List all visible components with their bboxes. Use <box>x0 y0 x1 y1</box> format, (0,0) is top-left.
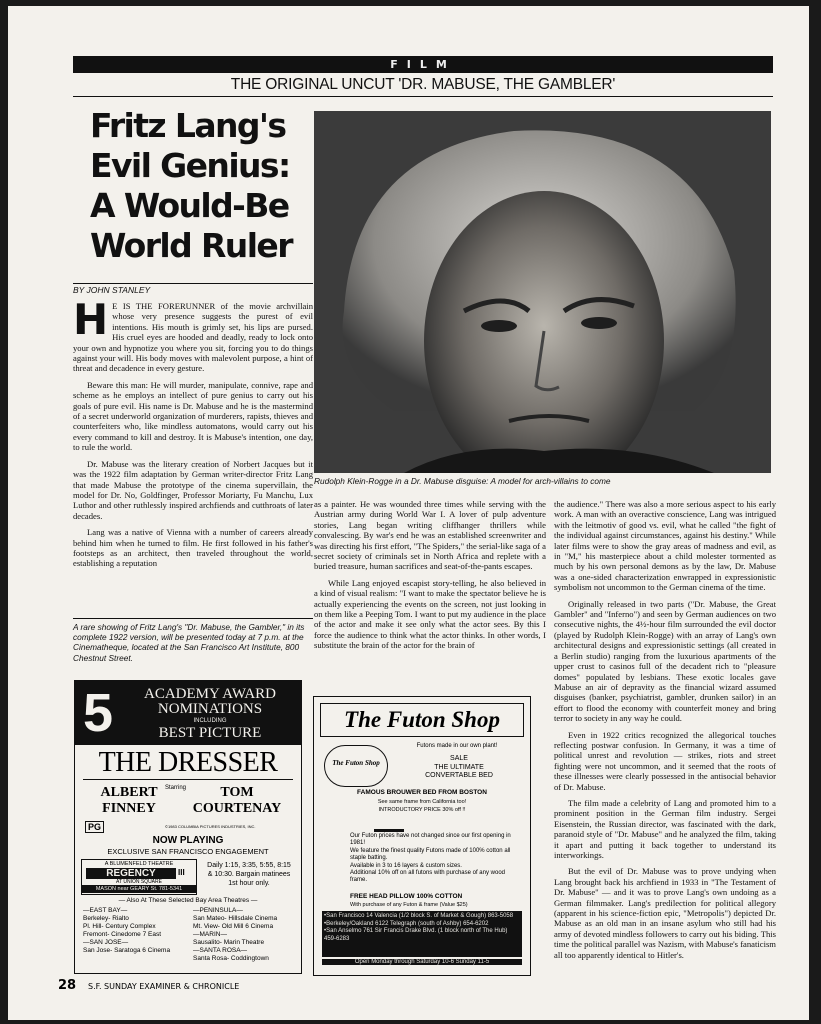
theatre-list-item: —MARIN— <box>193 931 227 938</box>
drop-cap: H <box>73 295 109 344</box>
paragraph: Originally released in two parts ("Dr. Mabuse, the Great Gambler" and "Inferno") and seen by German audiences on two consecutive nights, the 4½-hour film surrounded the evil doctor (played by Rudolph Klein-Rogge) with an array of Lang's own architectural designs and expressionistic settings (all created in a Berlin studio) ranging from the luxurious apartments of the upper crust to casinos full of the decadent rich to "pleasure domes" populated by lesbians. These exotic locales gave Mabuse an air of depravity as the financial wizard assumed disguises (banker, psychiatrist, gambler, drunken sailor) in an effort to flood the economy with counterfeit money and bring terror to society in any way he could. <box>554 598 776 724</box>
actor-1-last: FINNEY <box>102 801 156 816</box>
theatre-list-item: —PENINSULA— <box>193 907 243 914</box>
article-column-3 <box>554 499 776 966</box>
free-pillow: FREE HEAD PILLOW 100% COTTON <box>350 893 463 900</box>
theatre-list-item: Santa Rosa- Coddingtown <box>193 955 269 962</box>
also-theatres: — Also At These Selected Bay Area Theatres — <box>118 897 258 904</box>
theatre-box <box>81 859 197 895</box>
bed-icon <box>374 817 404 832</box>
section-banner: FILM <box>73 56 773 73</box>
paragraph: E IS THE FORERUNNER of the movie archvillain whose very presence suggests the purest of evil intentions. His mouth is grimly set, his lips are pursed. His cruel eyes are hooded and deadly, ready to lock onto your own and hypnotize you where you sit, forcing you to do things against your will. His body moves with malevolent purpose, a hint of threat and decadence in every gesture. <box>73 301 313 374</box>
store-line: •San Francisco 14 Valencia (1/2 block S. of Market & Gough) 863-5058 <box>324 913 514 919</box>
theatre-list-item: Fremont- Cinedome 7 East <box>83 931 162 938</box>
showtimes-line: Daily 1:15, 3:35, 5:55, 8:15 <box>207 862 291 869</box>
futon-shop-title: The Futon Shop <box>320 703 524 737</box>
futon-sale-3: See same frame from California too! <box>377 799 467 805</box>
section-subhead: THE ORIGINAL UNCUT 'DR. MABUSE, THE GAMBLER' <box>73 74 773 97</box>
theatres-right <box>193 907 299 963</box>
paragraph: Beware this man: He will murder, manipulate, connive, rape and scheme as he employs an intellect of pure genius to carry out his goals of pure evil. His name is Dr. Mabuse and he is the mastermind of a secret underworld organization of murderers, rapists, thieves and counterfeiters who, like mindless automatons, would carry out his every command to kill and destroy. It is Mabuse's intention, one day, to rule the world. <box>73 379 313 453</box>
theatre-list-item: —SAN JOSE— <box>83 939 129 946</box>
theatre-number: III <box>178 868 185 877</box>
article-headline <box>90 106 310 266</box>
futon-logo-text: The Futon Shop <box>332 759 380 767</box>
nominations-header <box>75 681 301 745</box>
page-number: 28 <box>58 978 77 993</box>
actor-2-last: COURTENAY <box>192 801 282 816</box>
free-pillow-2: With purchase of any Futon & frame (Value $25) <box>350 902 468 908</box>
futon-shop-logo <box>324 745 388 787</box>
paragraph: the audience." There was also a more serious aspect to his early work. A man with an overactive conscience, Lang was intrigued with the leitmotiv of good vs. evil, what he called "the fight of the individual against circumstances, against his destiny." While later films were to show the gray areas of madness and evil, as in "M," his masterpiece about a child molester tormented as much by his own personal demons as by the law, Dr. Mabuse was a one-sided characterization enwrapped in expressionistic symbolism not uncommon to the German cinema of the time. <box>554 499 776 593</box>
nominations-number: 5 <box>83 683 114 743</box>
dresser-ad <box>74 680 302 974</box>
futon-shop-ad <box>313 696 531 976</box>
theatre-address: MASON near GEARY St. 781-5341 <box>82 885 196 893</box>
paragraph: Even in 1922 critics recognized the allegorical touches reflecting postwar confusion. In Germany, it was a time of political unrest and revolution — strikes, riots and street fighting were not uncommon, and it seemed that the roots of these illnesses were clearly possessed in the antisocial behavior of Dr. Mabuse. <box>554 729 776 792</box>
rating-badge: PG <box>85 821 104 833</box>
theatre-list-item: —SANTA ROSA— <box>193 947 248 954</box>
theatre-location: AT UNION SQUARE <box>116 879 162 885</box>
showtimes <box>199 861 299 888</box>
screening-note: A rare showing of Fritz Lang's "Dr. Mabuse, the Gambler," in its complete 1922 version, will be presented today at 7 p.m. at the Cinematheque, located at the San Francisco Art Institute, 800 Chestnut Street. <box>73 618 313 663</box>
theatre-list-item: Sausalito- Marin Theatre <box>193 939 265 946</box>
showtimes-line: 1st hour only. <box>228 880 270 887</box>
theatre-list-item: Berkeley- Rialto <box>83 915 129 922</box>
headline-line-2: Evil Genius: <box>90 146 290 185</box>
paragraph: But the evil of Dr. Mabuse was to prove undying when Lang brought back his archfiend in 1933 in "The Testament of Dr. Mabuse" — and it was to prove Lang's own undoing as a German filmmaker. Lang's predilection for political allegory (apparent in his science-fiction epic, "Metropolis") depicted Dr. Mabuse as an old man in an insane asylum who still had his army of devoted mindless followers to carry out his biding. This time the political parallel was Nazism, with Mabuse's fanaticism all too apparently identical to Hitler's. <box>554 866 776 960</box>
photo-caption: Rudolph Klein-Rogge in a Dr. Mabuse disguise: A model for arch-villains to come <box>314 476 611 486</box>
theatre-top: A BLUMENFELD THEATRE <box>104 861 174 867</box>
showtimes-line: & 10:30. Bargain matinees <box>207 871 291 878</box>
theatre-name: REGENCY <box>86 868 176 879</box>
portrait-photo <box>314 111 771 473</box>
theatre-list-item: Mt. View- Old Mill 6 Cinema <box>193 923 274 930</box>
theatre-list-item: Pl. Hill- Century Complex <box>83 923 156 930</box>
byline-rule <box>73 283 313 284</box>
theatre-list-item: —EAST BAY— <box>83 907 128 914</box>
sale-line: THE ULTIMATE <box>434 763 484 771</box>
theatre-list-item: San Jose- Saratoga 6 Cinema <box>83 947 171 954</box>
headline-line-1: Fritz Lang's <box>90 106 286 145</box>
paragraph: The film made a celebrity of Lang and promoted him to a prominent position in the German film industry. Sergei Eisenstein, the Russian director, was fascinated with the dark, paranoid style of "Dr. Mabuse" and he analyzed the film, taking it apart and putting it back together to understand its interworkings. <box>554 797 776 860</box>
copyright-credit: ©1983 COLUMBIA PICTURES INDUSTRIES, INC. <box>165 824 256 829</box>
nominations-line-4: BEST PICTURE <box>158 725 262 741</box>
actor-2-first: TOM <box>220 785 254 800</box>
futon-sale <box>404 755 514 781</box>
actor-1-first: ALBERT <box>100 785 158 800</box>
headline-line-3: A Would-Be <box>90 186 289 225</box>
sale-line: CONVERTABLE BED <box>425 772 493 779</box>
store-line: •Berkeley/Oakland 6122 Telegraph (south of Ashby) 654-6202 <box>324 920 489 927</box>
paragraph: While Lang enjoyed escapist story-telling, he also believed in a kind of visual realism: "I want to make the spectator believe he is actually experiencing the events on the screen, not just looking in on them like a Peeping Tom. I want to put my audience in the place of the actor and make it see only what the actor sees. By this I force the audience to think what the actor thinks. In other words, I substitute the brain of the actor for the brain of <box>314 577 546 651</box>
futon-stores <box>322 911 522 957</box>
starring-label: Starring <box>165 785 187 791</box>
futon-sale-2: FAMOUS BROUWER BED FROM BOSTON <box>357 789 487 796</box>
nominations-line-1: ACADEMY AWARD <box>144 686 276 702</box>
price-line: Available in 3 to 16 layers & custom sizes. <box>350 862 462 869</box>
theatre-list-item: San Mateo- Hillsdale Cinema <box>193 915 278 922</box>
byline: BY JOHN STANLEY <box>73 285 151 295</box>
futon-hours: Open Monday through Saturday 10-6 Sunday 11-5 <box>322 959 522 965</box>
article-column-2 <box>314 499 546 657</box>
paragraph: as a painter. He was wounded three times while serving with the Austrian army during World War I. A lover of pulp adventure stories, Lang began writing cliffhanger thrillers while convalescing. By war's end he was an established screenwriter and was directing his first effort, "The Spiders," the serial-like saga of a secret society of criminals set in North Africa and replete with a buried treasure, human sacrifices and seat-of-the-pants escapes. <box>314 499 546 572</box>
actor-1 <box>89 785 169 817</box>
paragraph: Lang was a native of Vienna with a number of careers already behind him when he turned to film. He first followed in his father's footsteps as an architect, then traveled throughout the world, establishing a reputation <box>73 527 313 569</box>
headline-line-4: World Ruler <box>90 226 292 265</box>
actor-2 <box>187 785 287 817</box>
now-playing: NOW PLAYING <box>152 835 224 846</box>
engagement: EXCLUSIVE SAN FRANCISCO ENGAGEMENT <box>107 847 269 856</box>
movie-title: THE DRESSER <box>83 747 293 780</box>
theatres-left <box>83 907 191 955</box>
futon-intro-price: INTRODUCTORY PRICE 30% off !! <box>378 807 466 813</box>
article-column-1 <box>73 295 313 575</box>
store-line: •San Anselmo 761 Sir Francis Drake Blvd. (1 block north of The Hub) 459-6283 <box>324 928 508 942</box>
futon-tagline: Futons made in our own plant! <box>416 743 498 749</box>
nominations-line-2: NOMINATIONS <box>157 701 263 717</box>
price-line: Additional 10% off on all futons with purchase of any wood frame. <box>350 870 505 884</box>
sale-line: SALE <box>450 755 468 762</box>
paragraph: Dr. Mabuse was the literary creation of Norbert Jacques but it was the 1922 film adaptation by German writer-director Fritz Lang that made Mabuse the prototype of the cinema supervillain, the model for Dr. No, Goldfinger, Professor Moriarty, Fu Manchu, Lux Luthor and other ruthlessly inspired archfiends and cutthroats of later decades. <box>73 458 313 521</box>
portrait-image <box>314 111 771 473</box>
futon-prices <box>350 833 520 885</box>
price-line: Our Futon prices have not changed since our first opening in 1981! <box>350 833 511 847</box>
publication-name: S.F. SUNDAY EXAMINER & CHRONICLE <box>88 982 240 991</box>
newspaper-page <box>8 6 809 1020</box>
price-line: We feature the finest quality Futons made of 100% cotton all staple batting. <box>350 847 511 862</box>
nominations-line-3: INCLUDING <box>193 718 227 724</box>
